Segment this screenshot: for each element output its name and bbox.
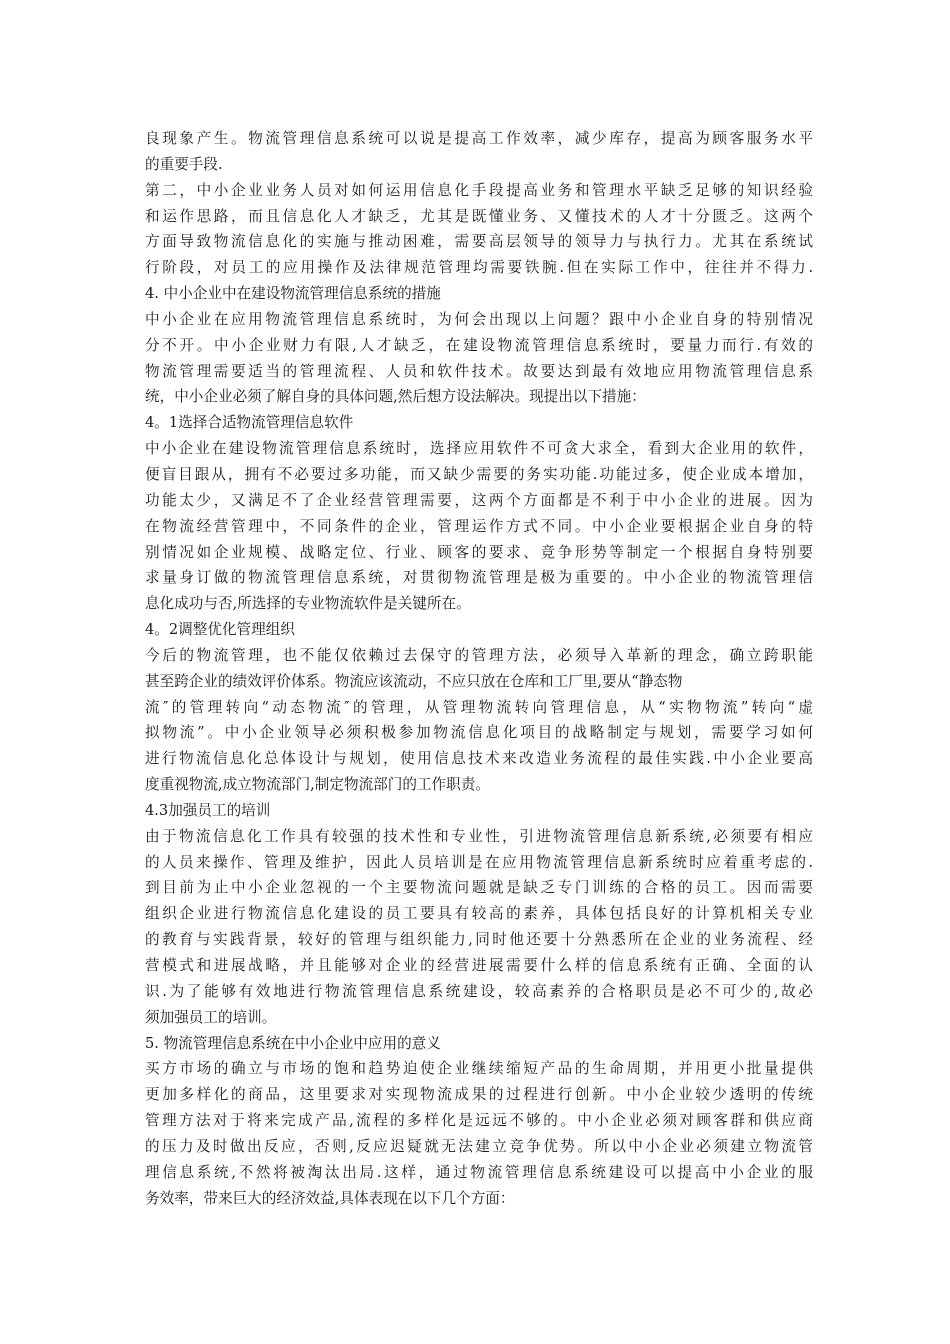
text-line: 的人员来操作、管理及维护，因此人员培训是在应用物流管理信息新系统时应着重考虑的. bbox=[145, 853, 813, 871]
text-line: 方面导致物流信息化的实施与推动困难，需要高层领导的领导力与执行力。尤其在系统试 bbox=[145, 233, 813, 251]
document-body bbox=[145, 126, 813, 1211]
text-line: 务效率，带来巨大的经济效益,具体表现在以下几个方面： bbox=[145, 1189, 515, 1207]
text-line: 的重要手段. bbox=[145, 155, 223, 173]
text-line: 物流管理需要适当的管理流程、人员和软件技术。故要达到最有效地应用物流管理信息系 bbox=[145, 362, 813, 380]
text-line: 度重视物流,成立物流部门,制定物流部门的工作职责。 bbox=[145, 776, 490, 794]
text-line: 的压力及时做出反应，否则,反应迟疑就无法建立竞争优势。所以中小企业必须建立物流管 bbox=[145, 1137, 813, 1155]
text-line: 分不开。中小企业财力有限,人才缺乏，在建设物流管理信息系统时，要量力而行.有效的 bbox=[145, 336, 813, 354]
text-line: 4. 中小企业中在建设物流管理信息系统的措施 bbox=[145, 285, 441, 303]
text-line: 理信息系统,不然将被淘汰出局.这样，通过物流管理信息系统建设可以提高中小企业的服 bbox=[145, 1163, 813, 1181]
text-line: 更加多样化的商品，这里要求对实现物流成果的过程进行创新。中小企业较少透明的传统 bbox=[145, 1086, 813, 1104]
text-line: 拟物流”。中小企业领导必须积极参加物流信息化项目的战略制定与规划，需要学习如何 bbox=[145, 724, 813, 742]
text-line: 良现象产生。物流管理信息系统可以说是提高工作效率，减少库存，提高为顾客服务水平 bbox=[145, 130, 813, 147]
text-line: 4。2调整优化管理组织 bbox=[145, 621, 295, 639]
text-line: 和运作思路，而且信息化人才缺乏，尤其是既懂业务、又懂技术的人才十分匮乏。这两个 bbox=[145, 207, 813, 225]
text-line: 组织企业进行物流信息化建设的员工要具有较高的素养，具体包括良好的计算机相关专业 bbox=[145, 905, 813, 923]
text-line: 5. 物流管理信息系统在中小企业中应用的意义 bbox=[145, 1034, 441, 1052]
text-line: 求量身订做的物流管理信息系统，对贯彻物流管理是极为重要的。中小企业的物流管理信 bbox=[145, 569, 813, 587]
text-line: 须加强员工的培训。 bbox=[145, 1008, 277, 1026]
text-line: 便盲目跟从，拥有不必要过多功能，而又缺少需要的务实功能.功能过多，使企业成本增加， bbox=[145, 465, 813, 483]
text-line: 功能太少，又满足不了企业经营管理需要，这两个方面都是不利于中小企业的进展。因为 bbox=[145, 491, 813, 509]
text-line: 管理方法对于将来完成产品,流程的多样化是远远不够的。中小企业必须对顾客群和供应商 bbox=[145, 1112, 813, 1130]
text-line: 营模式和进展战略，并且能够对企业的经营进展需要什么样的信息系统有正确、全面的认 bbox=[145, 957, 813, 974]
text-line: 统，中小企业必须了解自身的具体问题,然后想方设法解决。现提出以下措施： bbox=[145, 388, 646, 406]
text-line: 到目前为止中小企业忽视的一个主要物流问题就是缺乏专门训练的合格的员工。因而需要 bbox=[145, 879, 813, 897]
text-line: 买方市场的确立与市场的饱和趋势迫使企业继续缩短产品的生命周期，并用更小批量提供 bbox=[145, 1060, 813, 1078]
text-line: 今后的物流管理，也不能仅依赖过去保守的管理方法，必须导入革新的理念，确立跨职能 bbox=[145, 646, 813, 664]
text-line: 4。1选择合适物流管理信息软件 bbox=[145, 414, 354, 432]
text-line: 中小企业在建设物流管理信息系统时，选择应用软件不可贪大求全，看到大企业用的软件， bbox=[145, 440, 813, 458]
text-line: 息化成功与否,所选择的专业物流软件是关键所在。 bbox=[145, 595, 471, 613]
text-line: 行阶段，对员工的应用操作及法律规范管理均需要铁腕.但在实际工作中，往往并不得力. bbox=[145, 259, 813, 277]
text-line: 的教育与实践背景，较好的管理与组织能力,同时他还要十分熟悉所在企业的业务流程、经 bbox=[145, 931, 813, 949]
text-line: 第二，中小企业业务人员对如何运用信息化手段提高业务和管理水平缺乏足够的知识经验 bbox=[145, 181, 813, 199]
text-line: 别情况如企业规模、战略定位、行业、顾客的要求、竞争形势等制定一个根据自身特别要 bbox=[145, 543, 813, 561]
text-line: 在物流经营管理中，不同条件的企业，管理运作方式不同。中小企业要根据企业自身的特 bbox=[145, 517, 813, 535]
text-line: 进行物流信息化总体设计与规划，使用信息技术来改造业务流程的最佳实践.中小企业要高 bbox=[145, 750, 813, 768]
text-line: 由于物流信息化工作具有较强的技术性和专业性，引进物流管理信息新系统,必须要有相应 bbox=[145, 827, 813, 845]
text-line: 流″的管理转向“动态物流″的管理，从管理物流转向管理信息，从“实物物流”转向“虚 bbox=[145, 698, 813, 716]
text-line: 甚至跨企业的绩效评价体系。物流应该流动，不应只放在仓库和工厂里,要从“静态物 bbox=[145, 672, 683, 690]
text-line: 中小企业在应用物流管理信息系统时，为何会出现以上问题？跟中小企业自身的特别情况 bbox=[145, 310, 813, 328]
text-line: 识.为了能够有效地进行物流管理信息系统建设，较高素养的合格职员是必不可少的,故必 bbox=[145, 982, 813, 1000]
text-line: 4.3加强员工的培训 bbox=[145, 801, 271, 819]
